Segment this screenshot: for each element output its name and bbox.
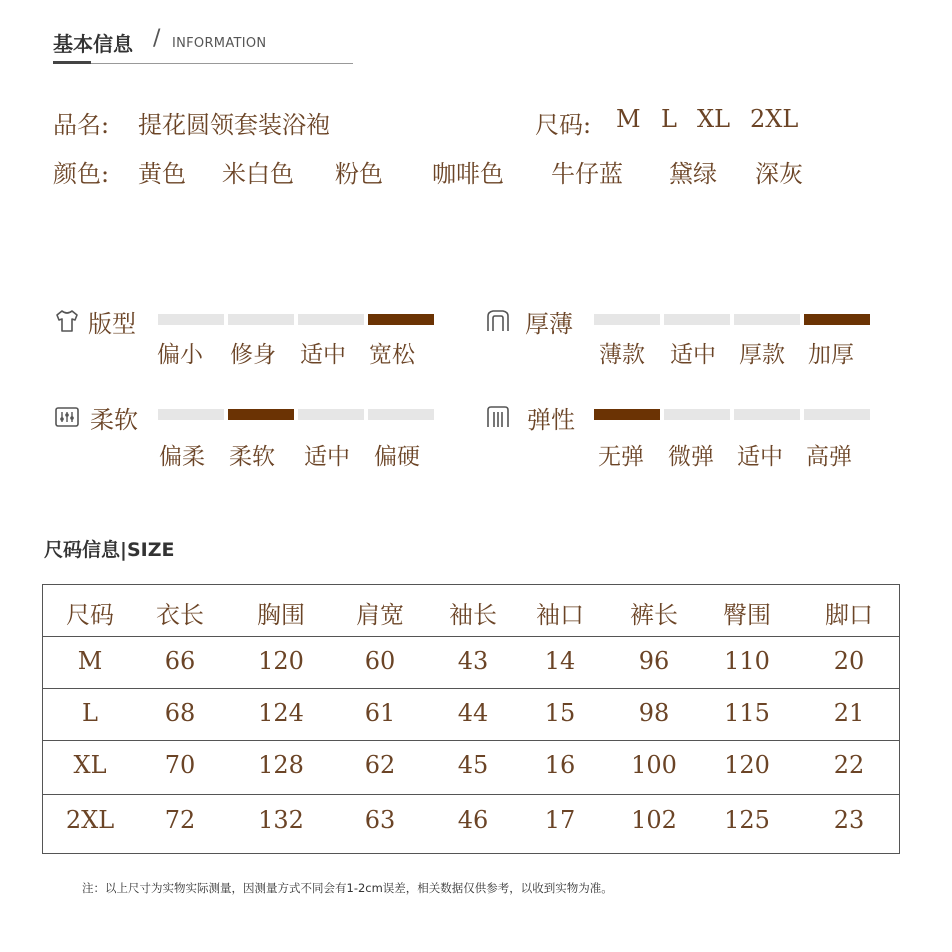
table-cell: L: [82, 699, 98, 727]
table-cell: 21: [833, 699, 865, 727]
table-divider: [43, 794, 899, 795]
section-title-basic-info: 基本信息: [53, 32, 133, 56]
section-title-size: 尺码信息|SIZE: [44, 539, 175, 561]
scale-bar: [734, 409, 800, 420]
scale-option: 薄款: [599, 342, 645, 368]
table-cell: 102: [631, 806, 677, 834]
attribute-label: 弹性: [527, 406, 575, 434]
scale-option: 修身: [230, 342, 276, 368]
scale-bar: [664, 314, 730, 325]
table-cell: 2XL: [65, 806, 115, 834]
section-subtitle: INFORMATION: [172, 36, 267, 51]
scale-option: 微弹: [668, 444, 714, 470]
table-cell: 63: [364, 806, 396, 834]
header-accent-line: [53, 61, 91, 64]
table-cell: 44: [457, 699, 489, 727]
scale-bar: [298, 409, 364, 420]
size-option: 2XL: [750, 105, 799, 133]
table-cell: 66: [164, 647, 196, 675]
scale-bar: [158, 409, 224, 420]
scale-bar: [804, 409, 870, 420]
table-cell: 60: [364, 647, 396, 675]
shirt-icon: [54, 308, 80, 334]
table-cell: 120: [258, 647, 304, 675]
color-option: 牛仔蓝: [551, 160, 623, 188]
table-cell: 110: [724, 647, 770, 675]
scale-bar: [594, 314, 660, 325]
scale-bar: [664, 409, 730, 420]
header-divider: [53, 63, 353, 64]
size-table: [42, 584, 900, 854]
scale-bar-selected: [594, 409, 660, 420]
color-option: 黛绿: [669, 160, 717, 188]
color-option: 黄色: [138, 160, 186, 188]
scale-option: 适中: [304, 444, 350, 470]
table-cell: 72: [164, 806, 196, 834]
table-header-cell: 胸围: [257, 601, 305, 629]
scale-option: 偏柔: [159, 444, 205, 470]
product-name-label: 品名:: [53, 111, 110, 139]
scale-option: 高弹: [806, 444, 852, 470]
table-cell: 45: [457, 751, 489, 779]
table-header-cell: 尺码: [66, 601, 114, 629]
measurement-note: 注：以上尺寸为实物实际测量，因测量方式不同会有1-2cm误差，相关数据仅供参考，以收到实物为准。: [82, 881, 613, 895]
scale-bar: [158, 314, 224, 325]
scale-option-selected: 加厚: [808, 342, 854, 368]
table-cell: 98: [638, 699, 670, 727]
color-option: 米白色: [222, 160, 294, 188]
attribute-label: 柔软: [90, 406, 138, 434]
table-header-cell: 裤长: [630, 601, 678, 629]
size-option: L: [661, 105, 677, 133]
scale-bar-selected: [228, 409, 294, 420]
jacket-icon: [485, 308, 511, 334]
table-cell: 43: [457, 647, 489, 675]
scale-bar: [368, 409, 434, 420]
table-cell: 15: [544, 699, 576, 727]
scale-bar: [298, 314, 364, 325]
scale-option: 适中: [737, 444, 783, 470]
table-cell: 22: [833, 751, 865, 779]
table-cell: 14: [544, 647, 576, 675]
scale-option: 适中: [300, 342, 346, 368]
table-header-cell: 衣长: [156, 601, 204, 629]
attribute-label: 厚薄: [525, 310, 573, 338]
table-cell: 70: [164, 751, 196, 779]
table-divider: [43, 636, 899, 637]
table-cell: 96: [638, 647, 670, 675]
table-header-cell: 脚口: [825, 601, 873, 629]
table-cell: 68: [164, 699, 196, 727]
product-name-value: 提花圆领套装浴袍: [138, 111, 330, 139]
scale-option-selected: 无弹: [598, 444, 644, 470]
table-cell: 125: [724, 806, 770, 834]
size-option: XL: [697, 105, 731, 133]
scale-bar: [734, 314, 800, 325]
table-header-cell: 肩宽: [356, 601, 404, 629]
scale-bar: [228, 314, 294, 325]
size-label: 尺码:: [535, 111, 592, 139]
color-label: 颜色:: [53, 160, 110, 188]
scale-option-selected: 柔软: [229, 444, 275, 470]
scale-option: 偏硬: [374, 444, 420, 470]
color-option: 咖啡色: [432, 160, 504, 188]
table-divider: [43, 688, 899, 689]
table-cell: 61: [364, 699, 396, 727]
table-cell: 17: [544, 806, 576, 834]
table-divider: [43, 740, 899, 741]
title-separator: /: [153, 26, 161, 51]
table-cell: 128: [258, 751, 304, 779]
table-cell: 124: [258, 699, 304, 727]
attribute-label: 版型: [88, 310, 136, 338]
scale-option-selected: 宽松: [369, 342, 415, 368]
table-cell: 115: [724, 699, 770, 727]
softness-icon: [54, 404, 80, 430]
table-header-cell: 臀围: [723, 601, 771, 629]
table-cell: M: [77, 647, 103, 675]
scale-option: 偏小: [157, 342, 203, 368]
color-option: 深灰: [755, 160, 803, 188]
table-cell: 20: [833, 647, 865, 675]
table-header-cell: 袖口: [536, 601, 584, 629]
table-cell: 132: [258, 806, 304, 834]
table-cell: XL: [73, 751, 107, 779]
color-option: 粉色: [335, 160, 383, 188]
size-option: M: [616, 105, 641, 133]
scale-option: 厚款: [739, 342, 785, 368]
table-cell: 16: [544, 751, 576, 779]
elastic-icon: [485, 404, 511, 430]
table-cell: 62: [364, 751, 396, 779]
table-cell: 46: [457, 806, 489, 834]
table-cell: 23: [833, 806, 865, 834]
scale-bar-selected: [368, 314, 434, 325]
table-cell: 120: [724, 751, 770, 779]
scale-bar-selected: [804, 314, 870, 325]
table-header-cell: 袖长: [449, 601, 497, 629]
table-cell: 100: [631, 751, 677, 779]
scale-option: 适中: [670, 342, 716, 368]
